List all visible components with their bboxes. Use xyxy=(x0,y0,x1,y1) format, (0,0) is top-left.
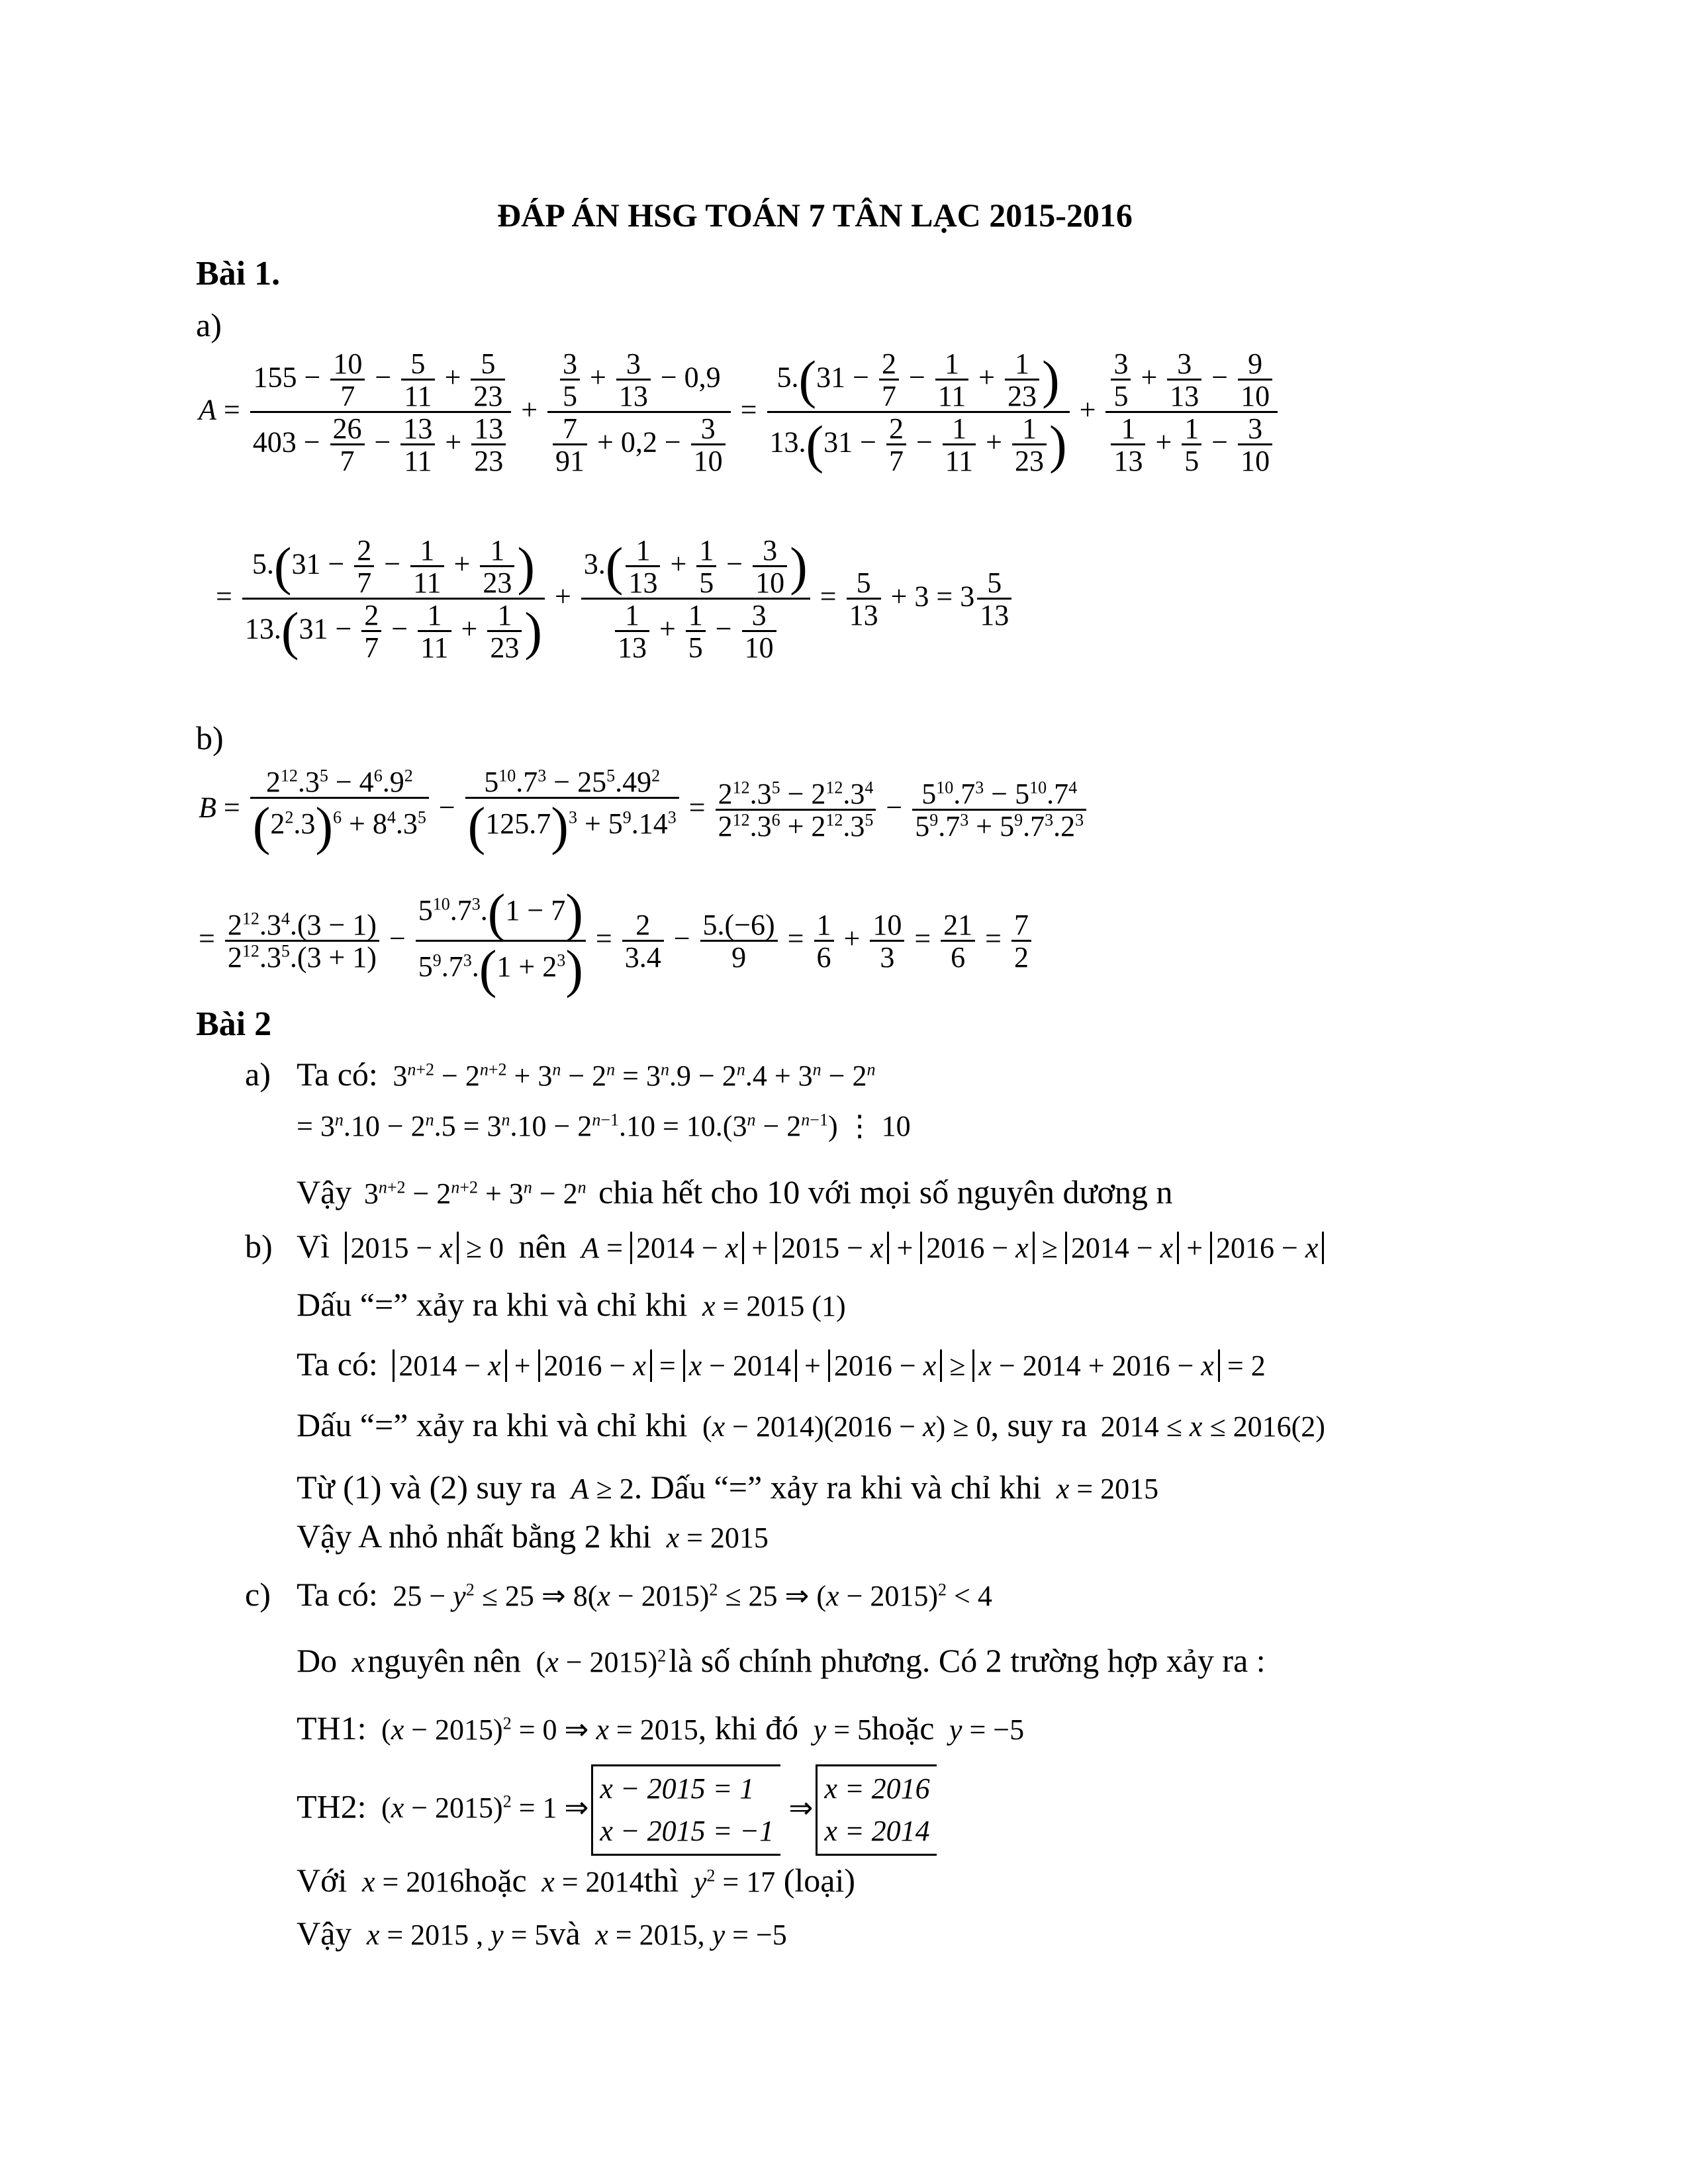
bai1-heading: Bài 1. xyxy=(196,255,281,293)
bai2-a-line1-text: Ta có: xyxy=(297,1056,378,1093)
expr-a-line2: = 5.(31 − $\frac{2}{7}$ − $\frac{1}{11}$ + $\frac{1}{23}$ ) 13.(31 − $\frac{2}{7}$ − $\frac{1}{11}$ + $\frac{1}{23}$ ) + 3.( $\frac{1}{13}$ + $\frac{1}{5}$ − $\frac{3}{10}$ ) $\frac{1}{13}$ + $\frac{1}{5}$ − $\frac{3}{10}$ = $\frac{5}{13}$ + 3 = 3 $\frac{5}{13}$ xyxy=(216,536,1014,662)
bai2-b-line3: Ta có: 2014 − x + 2016 − x = x − 2014 + 2016 − x ≥ x − 2014 + 2016 − x = 2 xyxy=(297,1345,1266,1383)
expr-b-line1: B = $\frac{2^{12}.3^5 - 4^6.9^2}{(2^2.3)^6 + 8^4.3^5}$ − $\frac{5^{10}.7^3 - 25^5.49^2}{(125.7)^3 + 5^9.14^3}$ = $\frac{2^{12}.3^5 - 2^{12}.3^4}{2^{12}.3^6 + 2^{12}.3^5}$ − $\frac{5^{10}.7^3 - 5^{10}.7^4}{5^9.7^3 + 5^9.7^3.2^3}$ xyxy=(199,768,1089,853)
bai2-b-line6: Vậy A nhỏ nhất bằng 2 khi x = 2015 xyxy=(297,1518,769,1555)
bai2-a-line1: Ta có: $3^{n+2} - 2^{n+2} + 3^n - 2^n = 3^n.9 - 2^n.4 + 3^n - 2^n$ xyxy=(297,1056,876,1093)
bai2-c-line2: Do xnguyên nên $(x - 2015)^2là$ số chính phương. Có 2 trường hợp xảy ra : xyxy=(297,1642,1266,1679)
bai1-part-a-label: a) xyxy=(196,306,222,343)
bai2-c-label: c) xyxy=(245,1576,271,1613)
bai2-c-line-with: Với x = 2016hoặc x = 2014thì $y^2 = 17$ (loại) xyxy=(297,1862,855,1899)
bai2-a-label: a) xyxy=(245,1056,271,1093)
bai2-b-line2: Dấu “=” xảy ra khi và chỉ khi x = 2015 (1) xyxy=(297,1286,846,1323)
bai2-b-line5: Từ (1) và (2) suy ra A ≥ 2. Dấu “=” xảy ra khi và chỉ khi x = 2015 xyxy=(297,1469,1159,1506)
bai1-part-b-label: b) xyxy=(196,719,224,756)
bai2-b-line4: Dấu “=” xảy ra khi và chỉ khi (x − 2014)(2016 − x) ≥ 0, suy ra 2014 ≤ x ≤ 2016(2) xyxy=(297,1406,1325,1443)
expr-b-line2: = $\frac{2^{12}.3^4.(3 - 1)}{2^{12}.3^5.(3 + 1)}$ − $\frac{5^{10}.7^3.(1 - 7)}{5^9.7^3.(1 + 2^3)}$ = $\frac{2}{3.4}$ − $\frac{5.(-6)}{9}$ = $\frac{1}{6}$ + $\frac{10}{3}$ = $\frac{21}{6}$ = $\frac{7}{2}$ xyxy=(199,887,1034,996)
bai2-b-label: b) xyxy=(245,1228,273,1265)
bai2-c-line1: Ta có: $25 - y^2 \le 25$ ⇒ $8(x - 2015)^2 \le 25$ ⇒ $(x - 2015)^2 < 4$ xyxy=(297,1576,992,1613)
bai2-c-final: Vậy x = 2015 , y = 5và x = 2015, y = −5 xyxy=(297,1915,787,1952)
expr-a-line1: A = 155 − $\frac{10}{7}$ − $\frac{5}{11}$ + $\frac{5}{23}$ 403 − $\frac{26}{7}$ − $\frac{13}{11}$ + $\frac{13}{23}$ + $\frac{3}{5}$ + $\frac{3}{13}$ − 0,9 $\frac{7}{91}$ + 0,2 − $\frac{3}{10}$ = 5.(31 − $\frac{2}{7}$ − $\frac{1}{11}$ + $\frac{1}{23}$ ) 13.(31 − $\frac{2}{7}$ − $\frac{1}{11}$ + $\frac{1}{23}$ ) + $\frac{3}{5}$ + $\frac{3}{13}$ − $\frac{9}{10}$ $\frac{1}{13}$ + $\frac{1}{5}$ − $\frac{3}{10}$ xyxy=(199,349,1280,476)
bai2-heading: Bài 2 xyxy=(196,1005,272,1043)
bai2-b-line1: Vì 2015 − x ≥ 0 nên A = 2014 − x + 2015 − x + 2016 − x ≥ 2014 − x + 2016 − x xyxy=(297,1230,1324,1263)
bai2-a-line3: Vậy $3^{n+2} - 2^{n+2} + 3^n - 2^n$ chia hết cho 10 với mọi số nguyên dương n xyxy=(297,1173,1173,1210)
bai2-c-th2: TH2: $(x - 2015)^2 = 1$ ⇒x − 2015 = 1 x − 2015 = −1 ⇒x = 2016 x = 2014 xyxy=(297,1764,937,1856)
bai2-a-line2: = $3^n.10 - 2^n.5 = 3^n.10 - 2^{n-1}.10 = 10.(3^n - 2^{n-1})$ ⋮ 10 xyxy=(297,1110,911,1142)
page-title: ĐÁP ÁN HSG TOÁN 7 TÂN LẠC 2015-2016 xyxy=(497,197,1133,234)
bai2-c-th1: TH1: $(x - 2015)^2 = 0$ ⇒ x = 2015, khi đó y = 5hoặc y = −5 xyxy=(297,1709,1025,1747)
